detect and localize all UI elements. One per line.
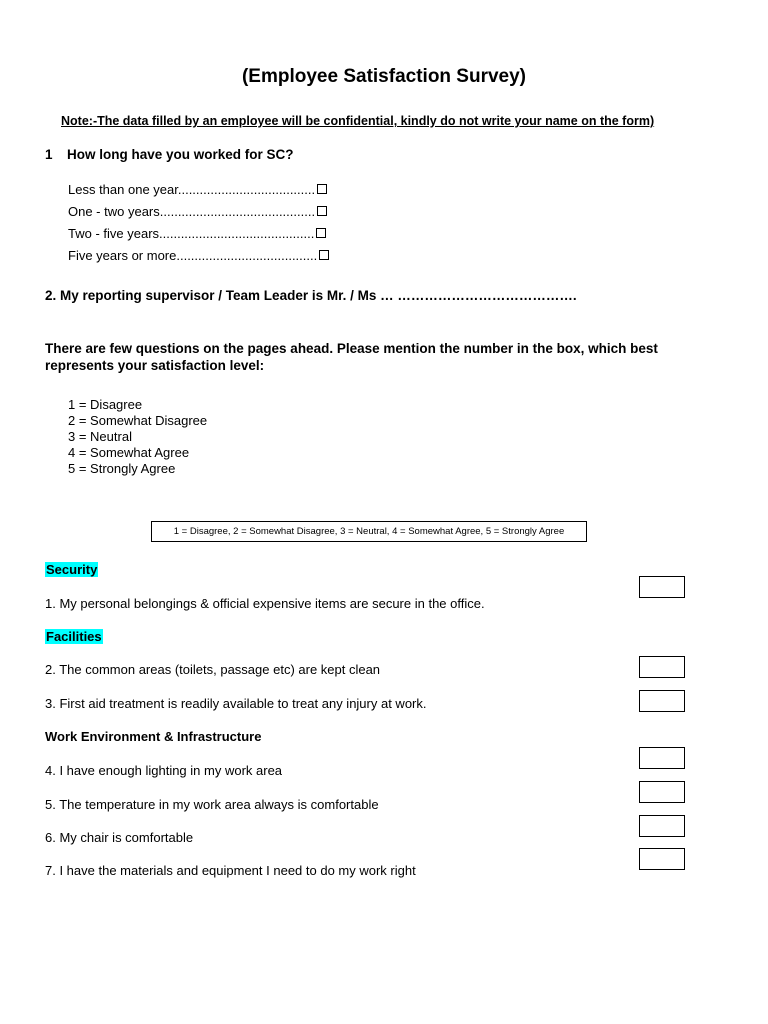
scale-item: 4 = Somewhat Agree	[68, 445, 190, 460]
checkbox-icon[interactable]	[317, 184, 327, 194]
question-item-3: 3. First aid treatment is readily available to treat any injury at work.	[45, 696, 427, 711]
section-facilities-heading	[45, 629, 103, 644]
answer-box-1[interactable]	[639, 576, 685, 598]
scale-item: 1 = Disagree	[68, 397, 143, 412]
question-2: 2. My reporting supervisor / Team Leader is Mr. / Ms … ………………………………….	[45, 288, 577, 303]
answer-box-7[interactable]	[639, 848, 685, 870]
answer-box-4[interactable]	[639, 747, 685, 769]
option-label: Five years or more.......................................	[68, 248, 318, 263]
answer-box-6[interactable]	[639, 815, 685, 837]
confidentiality-note: Note:-The data filled by an employee will be confidential, kindly do not write your name on the form)	[61, 114, 655, 128]
question-item-7: 7. I have the materials and equipment I need to do my work right	[45, 863, 416, 878]
section-label: Security	[46, 562, 98, 577]
option-label: Less than one year......................................	[68, 182, 316, 197]
checkbox-icon[interactable]	[316, 228, 326, 238]
section-security-heading	[45, 562, 98, 577]
answer-box-5[interactable]	[639, 781, 685, 803]
question-1	[45, 147, 294, 162]
option-less-than-one-year[interactable]	[68, 182, 327, 197]
option-one-two-years[interactable]	[68, 204, 327, 219]
scale-item: 5 = Strongly Agree	[68, 461, 176, 476]
question-1-number: 1	[45, 147, 53, 162]
question-item-4: 4. I have enough lighting in my work area	[45, 763, 283, 778]
answer-box-3[interactable]	[639, 690, 685, 712]
answer-box-2[interactable]	[639, 656, 685, 678]
question-item-5: 5. The temperature in my work area always is comfortable	[45, 797, 379, 812]
question-1-text: How long have you worked for SC?	[67, 147, 294, 162]
question-item-1: 1. My personal belongings & official expensive items are secure in the office.	[45, 596, 485, 611]
instructions-paragraph: There are few questions on the pages ahead. Please mention the number in the box, which best represents your satisfaction level:	[45, 341, 658, 373]
option-label: One - two years...........................................	[68, 204, 316, 219]
checkbox-icon[interactable]	[317, 206, 327, 216]
page-title: (Employee Satisfaction Survey)	[241, 66, 527, 87]
scale-item: 2 = Somewhat Disagree	[68, 413, 208, 428]
section-label: Facilities	[46, 629, 102, 644]
option-two-five-years[interactable]	[68, 226, 326, 241]
scale-item: 3 = Neutral	[68, 429, 132, 444]
section-work-environment-heading: Work Environment & Infrastructure	[45, 729, 262, 744]
rating-legend-box: 1 = Disagree, 2 = Somewhat Disagree, 3 = Neutral, 4 = Somewhat Agree, 5 = Strongly Agree	[151, 521, 587, 542]
rating-scale-list	[68, 397, 207, 477]
option-label: Two - five years...........................................	[68, 226, 315, 241]
question-item-2: 2. The common areas (toilets, passage etc) are kept clean	[45, 662, 381, 677]
option-five-years-or-more[interactable]	[68, 248, 329, 263]
checkbox-icon[interactable]	[319, 250, 329, 260]
question-item-6: 6. My chair is comfortable	[45, 830, 194, 845]
